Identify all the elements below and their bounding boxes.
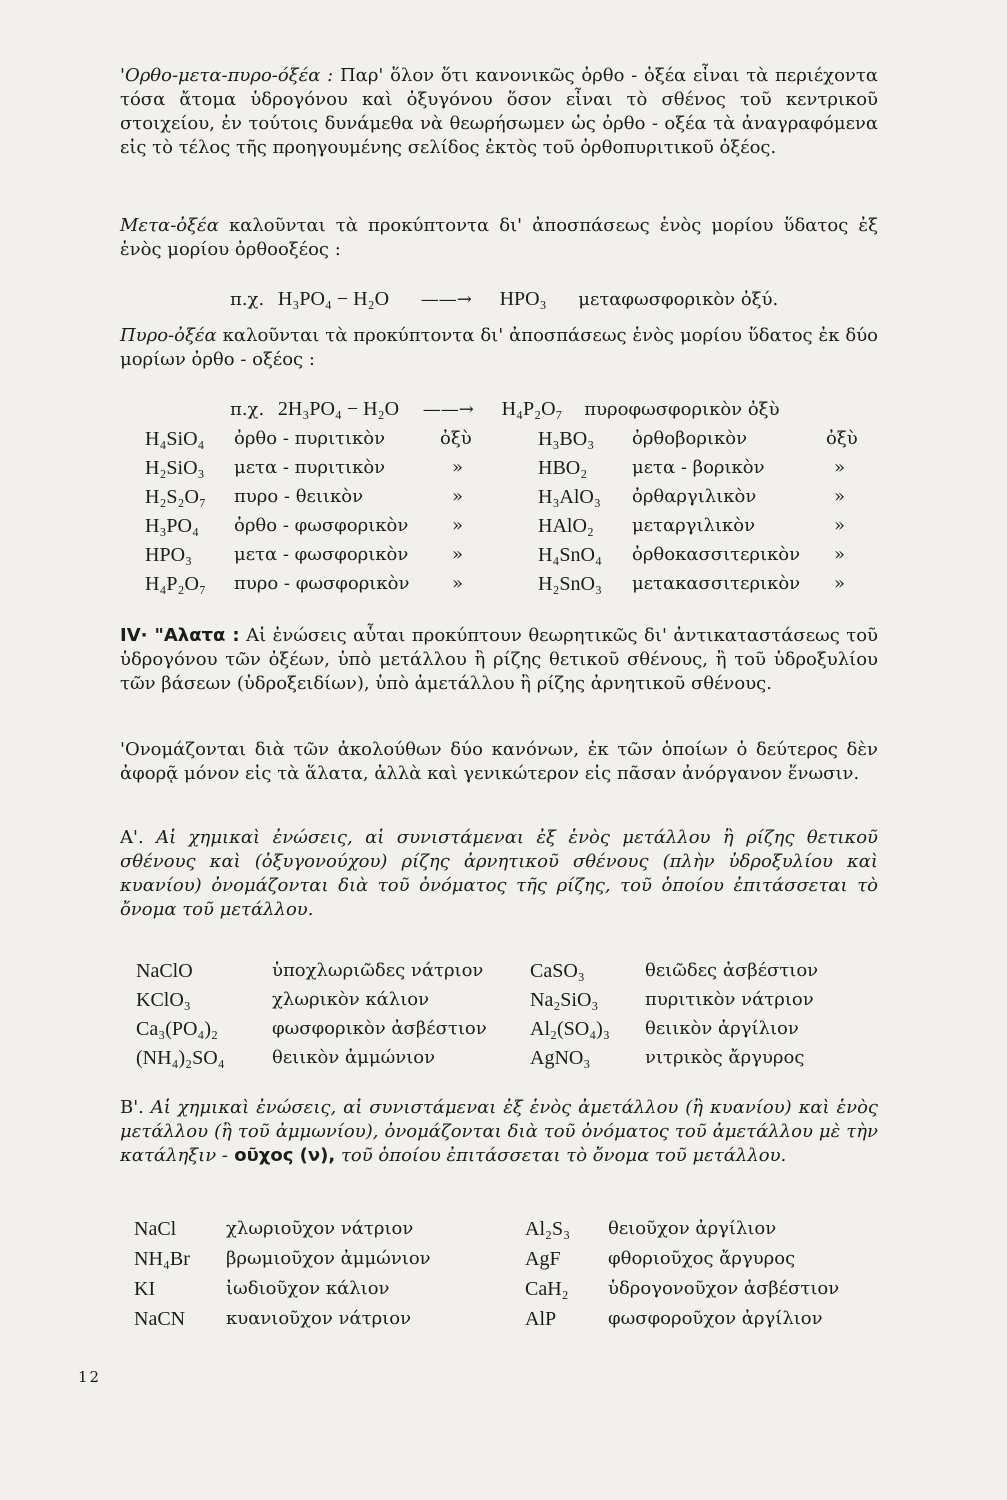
ditto-mark: ὀξὺ [440,428,472,449]
rule-text-end: τοῦ ὁποίου ἐπιτάσσεται τὸ ὄνομα τοῦ μετάλλου. [335,1145,787,1166]
formula: H₂SiO₃ [145,457,205,479]
formula: AgNO₃ [530,1047,591,1069]
formula: H₃AlO₃ [538,486,601,508]
rule-text: Αἱ χημικαὶ ἐνώσεις, αἱ συνιστάμεναι ἐξ ἑνὸς μετάλλου ἢ ρίζης θετικοῦ σθένους καὶ (ὀξυγονούχου) ρίζης ἀρνητικοῦ σθένους (πλὴν ὑδροξυλίου καὶ κυανίου) ὀνομάζονται διὰ τοῦ ὀνόματος τῆς ρίζης, τοῦ ὁποίου ἐπιτάσσεται τὸ ὄνομα τοῦ μετάλλου. [120,827,878,920]
table-row [0,989,1007,1013]
eq-product: H₄P₂O₇ [501,398,563,420]
ditto-mark: » [834,544,846,565]
eq-lhs: H₃PO₄ − H₂O [277,288,390,310]
table-row [0,486,1007,508]
formula: H₃PO₄ [145,515,199,537]
formula: NaCl [134,1218,177,1240]
eq-prefix: π.χ. [230,289,265,310]
paragraph-naming-rules [120,738,878,786]
compound-name: ὀρθοκασσιτερικὸν [632,544,801,565]
table-row [0,544,1007,566]
table-row [0,515,1007,537]
formula: AgF [525,1248,561,1270]
ditto-mark: » [452,457,464,478]
formula: H₄SnO₄ [538,544,602,566]
ditto-mark: » [452,573,464,594]
formula: H₂SnO₃ [538,573,602,595]
eq-arrow: ——→ [422,399,474,420]
equation-meta-phosphoric [230,288,778,311]
compound-name: ὑποχλωριῶδες νάτριον [272,960,484,981]
compound-name: μεταργιλικὸν [632,515,756,536]
ditto-mark: ὀξὺ [826,428,858,449]
compound-name: νιτρικὸς ἄργυρος [645,1047,805,1068]
compound-name: ὀρθοβορικὸν [632,428,748,449]
formula: HPO₃ [145,544,192,566]
paragraph-meta-acids [120,214,878,262]
formula: NaCN [134,1308,186,1330]
formula: H₂S₂O₇ [145,486,206,508]
paragraph-text: Αἱ ἐνώσεις αὗται προκύπτουν θεωρητικῶς δι' ἀντικαταστάσεως τοῦ ὑδρογόνου τῶν ὀξέων, ὑπὸ μετάλλου ἢ ρίζης θετικοῦ σθένους, ἢ τοῦ ὑδροξυλίου τῶν βάσεων (ὑδροξειδίων), ὑπὸ ἀμετάλλου ἢ ρίζης ἀρνητικοῦ σθένους. [120,625,878,694]
paragraph-text: Παρ' ὅλον ὅτι κανονικῶς ὀρθο - ὀξέα εἶναι τὰ περιέχοντα τόσα ἄτομα ὑδρογόνου καὶ ὀξυγόνου ὅσον εἶναι τὸ σθένος τοῦ κεντρικοῦ στοιχείου, ἐν τούτοις δυνάμεθα νὰ θεωρήσωμεν ὡς ὀρθο - οξέα τὰ ἀναγραφόμενα εἰς τὸ τέλος τῆς προηγουμένης σελίδος ἐκτὸς τοῦ ὀρθοπυριτικοῦ ὀξέος. [120,65,878,158]
formula: H₄P₂O₇ [145,573,206,595]
compound-name: θειοῦχον ἀργίλιον [608,1218,777,1239]
formula: AlP [525,1308,557,1330]
ditto-mark: » [834,515,846,536]
eq-name: μεταφωσφορικὸν ὀξύ. [578,289,779,310]
table-row [0,1018,1007,1042]
formula: HBO₂ [538,457,588,479]
table-row [0,960,1007,984]
compound-name: θειικὸν ἀμμώνιον [272,1047,436,1068]
page-number: 12 [78,1368,102,1386]
ditto-mark: » [452,515,464,536]
term-ortho-meta-pyro: 'Ορθο-μετα-πυρο-όξέα : [120,65,334,86]
compound-name: θειικὸν ἀργίλιον [645,1018,799,1039]
formula: (NH₄)₂SO₄ [136,1047,225,1069]
compound-name: βρωμιοῦχον ἀμμώνιον [226,1248,431,1269]
formula: HAlO₂ [538,515,594,537]
table-row [0,457,1007,479]
paragraph-ortho-meta-pyro [120,64,878,160]
formula: H₄SiO₄ [145,428,205,450]
formula: CaH₂ [525,1278,569,1300]
compound-name: φωσφοροῦχον ἀργίλιον [608,1308,823,1329]
formula: Na₂SiO₃ [530,989,599,1011]
formula: Al₂(SO₄)₃ [530,1018,610,1040]
compound-name: πυριτικὸν νάτριον [645,989,814,1010]
paragraph-pyro-acids [120,324,878,372]
paragraph-rule-b [120,1096,878,1168]
compound-name: ἰωδιοῦχον κάλιον [226,1278,390,1299]
compound-name: μετα - βορικὸν [632,457,765,478]
formula: NH₄Br [134,1248,190,1270]
compound-name: φωσφορικὸν ἀσβέστιον [272,1018,487,1039]
suffix-highlight: οῦχος (ν), [227,1145,336,1166]
compound-name: ὀρθαργιλικὸν [632,486,757,507]
paragraph-text: 'Ονομάζονται διὰ τῶν ἀκολούθων δύο κανόνων, ἐκ τῶν ὁποίων ὁ δεύτερος δὲν ἀφορᾷ μόνον εἰς τὰ ἅλατα, ἀλλὰ καὶ γενικώτερον εἰς πᾶσαν ἀνόργανον ἕνωσιν. [120,739,878,784]
compound-name: ὀρθο - πυριτικὸν [234,428,386,449]
formula: CaSO₃ [530,960,585,982]
ditto-mark: » [834,486,846,507]
compound-name: κυανιοῦχον νάτριον [226,1308,412,1329]
formula: Ca₃(PO₄)₂ [136,1018,219,1040]
rule-text: Αἱ χημικαὶ ἐνώσεις, αἱ συνιστάμεναι ἐξ ἑνὸς ἀμετάλλου (ἢ κυανίου) καὶ ἑνὸς μετάλλου (ἢ τοῦ ἀμμωνίου), ὀνομάζονται διὰ τοῦ ὀνόματος τοῦ ἀμετάλλου μὲ τὴν κατάληξιν - [120,1097,878,1166]
table-row [0,1248,1007,1272]
equation-pyro-phosphoric [230,398,780,421]
formula: H₃BO₃ [538,428,595,450]
compound-name: ὀρθο - φωσφορικὸν [234,515,409,536]
term-pyro-acids: Πυρο-ὀξέα [120,325,217,346]
term-meta-acids: Μετα-ὀξέα [120,215,219,236]
formula: NaClO [136,960,193,982]
compound-name: μετα - πυριτικὸν [234,457,386,478]
paragraph-salts [120,624,878,696]
rule-label: Β'. [120,1097,144,1118]
table-row [0,428,1007,450]
table-row [0,1278,1007,1302]
table-row [0,1308,1007,1332]
formula: KI [134,1278,156,1300]
ditto-mark: » [452,486,464,507]
compound-name: θειῶδες ἀσβέστιον [645,960,819,981]
paragraph-text: καλοῦνται τὰ προκύπτοντα δι' ἀποσπάσεως ἑνὸς μορίου ὕδατος ἐξ ἑνὸς μορίου ὀρθοοξέος : [120,215,878,260]
formula: Al₂S₃ [525,1218,571,1240]
compound-name: πυρο - θειικὸν [234,486,364,507]
eq-prefix: π.χ. [230,399,265,420]
eq-name: πυροφωσφορικὸν ὀξὺ [584,399,780,420]
table-row [0,1218,1007,1242]
eq-arrow: ——→ [420,289,472,310]
compound-name: χλωρικὸν κάλιον [272,989,430,1010]
compound-name: μετακασσιτερικὸν [632,573,801,594]
paragraph-text: καλοῦνται τὰ προκύπτοντα δι' ἀποσπάσεως ἑνὸς μορίου ὕδατος ἐκ δύο μορίων ὀρθο - οξέος : [120,325,878,370]
compound-name: πυρο - φωσφορικὸν [234,573,410,594]
table-row [0,1047,1007,1071]
ditto-mark: » [834,457,846,478]
eq-lhs: 2H₃PO₄ − H₂O [277,398,400,420]
compound-name: χλωριοῦχον νάτριον [226,1218,414,1239]
ditto-mark: » [834,573,846,594]
compound-name: φθοριοῦχος ἄργυρος [608,1248,796,1269]
rule-label: Α'. [120,827,144,848]
compound-name: μετα - φωσφορικὸν [234,544,409,565]
formula: KClO₃ [136,989,191,1011]
paragraph-rule-a [120,826,878,922]
eq-product: HPO₃ [499,288,547,310]
table-row [0,573,1007,595]
ditto-mark: » [452,544,464,565]
compound-name: ὑδρογονοῦχον ἀσβέστιον [608,1278,840,1299]
section-heading: IV· "Αλατα : [120,625,240,646]
